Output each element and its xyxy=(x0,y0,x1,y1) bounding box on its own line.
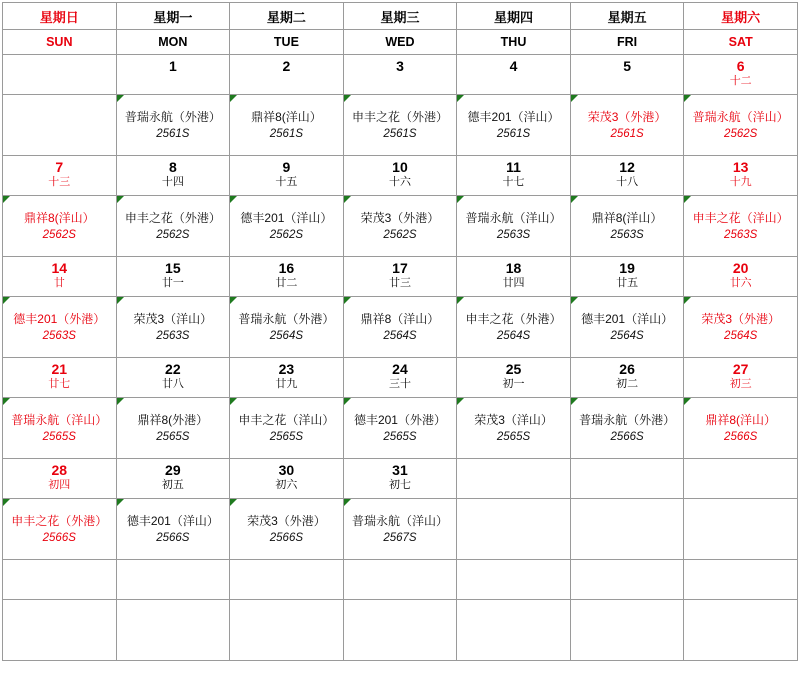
vessel-name: 普瑞永航（洋山） xyxy=(692,109,789,124)
day-cell[interactable] xyxy=(684,257,798,297)
lunar-date: 十八 xyxy=(616,176,639,188)
day-cell[interactable] xyxy=(343,459,457,499)
day-cell[interactable] xyxy=(457,560,571,600)
lunar-date: 十七 xyxy=(502,176,525,188)
voyage-code: 2567S xyxy=(383,531,417,544)
weekday-header-en-wed: WED xyxy=(343,30,457,55)
vessel-name: 德丰201（洋山） xyxy=(240,210,333,225)
vessel-name: 荣茂3（洋山） xyxy=(474,412,553,427)
event-cell[interactable] xyxy=(684,196,798,257)
day-cell[interactable] xyxy=(116,560,230,600)
lunar-date: 十四 xyxy=(161,176,184,188)
event-cell[interactable] xyxy=(457,398,571,459)
day-cell[interactable] xyxy=(3,358,117,398)
event-cell[interactable] xyxy=(343,196,457,257)
vessel-name: 鼎祥8(洋山） xyxy=(251,109,322,124)
event-row xyxy=(3,600,798,661)
event-cell[interactable] xyxy=(343,297,457,358)
vessel-name: 德丰201（洋山） xyxy=(581,311,674,326)
event-cell[interactable] xyxy=(457,95,571,156)
voyage-code: 2564S xyxy=(269,329,304,342)
event-cell[interactable] xyxy=(116,499,230,560)
event-cell[interactable] xyxy=(3,196,117,257)
day-cell[interactable] xyxy=(684,358,798,398)
day-cell[interactable] xyxy=(3,459,117,499)
event-row xyxy=(3,95,798,156)
day-number: 3 xyxy=(396,58,404,74)
voyage-code: 2561S xyxy=(610,127,644,140)
day-number: 20 xyxy=(732,260,749,276)
day-number: 5 xyxy=(623,58,631,74)
day-cell[interactable] xyxy=(230,257,344,297)
event-cell[interactable] xyxy=(3,95,117,156)
lunar-date: 廿一 xyxy=(161,277,184,289)
voyage-code: 2561S xyxy=(269,127,304,140)
event-cell[interactable] xyxy=(230,398,344,459)
day-cell[interactable] xyxy=(343,358,457,398)
day-number: 2 xyxy=(282,58,291,74)
voyage-code: 2566S xyxy=(156,531,190,544)
weekday-header-cn-row xyxy=(3,3,798,30)
lunar-date: 初三 xyxy=(729,378,752,390)
lunar-date: 廿三 xyxy=(388,277,411,289)
voyage-code: 2563S xyxy=(610,228,644,241)
vessel-name: 德丰201（外港） xyxy=(353,412,446,427)
lunar-date: 廿九 xyxy=(275,378,298,390)
day-number: 11 xyxy=(506,159,521,175)
day-number: 28 xyxy=(51,462,68,478)
event-row xyxy=(3,499,798,560)
date-row xyxy=(3,156,798,196)
voyage-code: 2562S xyxy=(383,228,417,241)
day-number: 17 xyxy=(392,260,408,276)
vessel-name: 鼎祥8(洋山） xyxy=(705,412,777,427)
date-row xyxy=(3,459,798,499)
voyage-code: 2566S xyxy=(610,430,644,443)
vessel-name: 鼎祥8(洋山） xyxy=(591,210,663,225)
event-cell[interactable] xyxy=(230,297,344,358)
day-number: 13 xyxy=(732,159,749,175)
weekday-header-cn-mon: 星期一 xyxy=(116,3,230,30)
day-cell[interactable] xyxy=(343,156,457,196)
day-cell[interactable] xyxy=(570,257,684,297)
voyage-code: 2562S xyxy=(269,228,304,241)
day-cell[interactable] xyxy=(3,257,117,297)
day-cell[interactable] xyxy=(343,560,457,600)
vessel-name: 荣茂3（洋山） xyxy=(133,311,213,326)
day-number: 9 xyxy=(282,159,291,175)
event-cell[interactable] xyxy=(230,600,344,661)
day-cell[interactable] xyxy=(230,459,344,499)
event-cell[interactable] xyxy=(343,499,457,560)
voyage-code: 2566S xyxy=(269,531,304,544)
day-number: 4 xyxy=(509,58,518,74)
day-cell[interactable] xyxy=(457,358,571,398)
event-cell[interactable] xyxy=(3,499,117,560)
day-cell[interactable] xyxy=(570,156,684,196)
voyage-code: 2566S xyxy=(42,531,76,544)
day-cell[interactable] xyxy=(684,55,798,95)
day-cell[interactable] xyxy=(3,560,117,600)
lunar-date: 廿六 xyxy=(729,277,752,289)
day-cell[interactable] xyxy=(343,257,457,297)
day-cell[interactable] xyxy=(116,358,230,398)
vessel-name: 申丰之花（外港） xyxy=(351,109,448,124)
event-cell[interactable] xyxy=(457,196,571,257)
vessel-name: 普瑞永航（洋山） xyxy=(351,513,448,528)
event-cell[interactable] xyxy=(230,95,344,156)
day-cell[interactable] xyxy=(457,459,571,499)
event-cell[interactable] xyxy=(684,297,798,358)
event-cell[interactable] xyxy=(116,600,230,661)
day-cell[interactable] xyxy=(230,55,344,95)
day-number: 8 xyxy=(168,159,177,175)
day-number: 22 xyxy=(165,361,181,377)
vessel-name: 鼎祥8(洋山） xyxy=(23,210,95,225)
event-row xyxy=(3,297,798,358)
voyage-code: 2564S xyxy=(724,329,758,342)
lunar-date: 廿八 xyxy=(161,378,184,390)
shipping-schedule-calendar xyxy=(2,2,798,661)
event-cell[interactable] xyxy=(570,95,684,156)
event-cell[interactable] xyxy=(3,600,117,661)
voyage-code: 2564S xyxy=(496,329,531,342)
day-cell[interactable] xyxy=(570,459,684,499)
date-row xyxy=(3,257,798,297)
date-row xyxy=(3,560,798,600)
day-cell[interactable] xyxy=(684,459,798,499)
day-number: 27 xyxy=(732,361,749,377)
weekday-header-cn-thu: 星期四 xyxy=(457,3,571,30)
vessel-name: 普瑞永航（外港） xyxy=(579,412,676,427)
vessel-name: 普瑞永航（洋山） xyxy=(465,210,562,225)
event-row xyxy=(3,196,798,257)
event-cell[interactable] xyxy=(230,499,344,560)
day-cell[interactable] xyxy=(3,55,117,95)
weekday-header-cn-sun: 星期日 xyxy=(3,3,117,30)
voyage-code: 2565S xyxy=(496,430,531,443)
voyage-code: 2563S xyxy=(724,228,758,241)
vessel-name: 荣茂3（外港） xyxy=(247,513,326,528)
voyage-code: 2561S xyxy=(383,127,417,140)
lunar-date: 十六 xyxy=(388,176,411,188)
lunar-date: 初七 xyxy=(388,479,411,491)
event-cell[interactable] xyxy=(116,398,230,459)
voyage-code: 2564S xyxy=(610,329,644,342)
vessel-name: 申丰之花（外港） xyxy=(11,513,108,528)
voyage-code: 2563S xyxy=(496,228,531,241)
day-number: 12 xyxy=(619,159,635,175)
event-cell[interactable] xyxy=(570,297,684,358)
day-number: 25 xyxy=(505,361,522,377)
day-cell[interactable] xyxy=(230,358,344,398)
event-cell[interactable] xyxy=(457,600,571,661)
lunar-date: 十二 xyxy=(729,75,752,87)
voyage-code: 2561S xyxy=(496,127,531,140)
day-number: 26 xyxy=(619,361,635,377)
event-cell[interactable] xyxy=(116,297,230,358)
event-cell[interactable] xyxy=(684,499,798,560)
day-cell[interactable] xyxy=(230,156,344,196)
lunar-date: 初四 xyxy=(48,479,71,491)
weekday-header-cn-sat: 星期六 xyxy=(684,3,798,30)
day-number: 18 xyxy=(505,260,522,276)
lunar-date: 廿 xyxy=(53,277,65,289)
event-cell[interactable] xyxy=(457,499,571,560)
event-cell[interactable] xyxy=(343,600,457,661)
event-cell[interactable] xyxy=(570,398,684,459)
day-cell[interactable] xyxy=(684,156,798,196)
date-row xyxy=(3,55,798,95)
vessel-name: 普瑞永航（外港） xyxy=(124,109,221,124)
day-number: 6 xyxy=(736,58,745,74)
lunar-date: 三十 xyxy=(388,378,411,390)
weekday-header-en-sun: SUN xyxy=(3,30,117,55)
day-cell[interactable] xyxy=(116,459,230,499)
voyage-code: 2565S xyxy=(269,430,304,443)
weekday-header-en-row xyxy=(3,30,798,55)
day-cell[interactable] xyxy=(343,55,457,95)
day-number: 15 xyxy=(165,260,181,276)
vessel-name: 荣茂3（外港） xyxy=(701,311,781,326)
day-cell[interactable] xyxy=(570,358,684,398)
lunar-date: 廿七 xyxy=(48,378,71,390)
voyage-code: 2564S xyxy=(383,329,417,342)
day-cell[interactable] xyxy=(3,156,117,196)
vessel-name: 德丰201（外港） xyxy=(13,311,106,326)
event-cell[interactable] xyxy=(570,600,684,661)
day-number: 16 xyxy=(278,260,295,276)
vessel-name: 荣茂3（外港） xyxy=(360,210,440,225)
vessel-name: 申丰之花（外港） xyxy=(124,210,221,225)
lunar-date: 十五 xyxy=(275,176,298,188)
voyage-code: 2563S xyxy=(42,329,76,342)
voyage-code: 2563S xyxy=(156,329,190,342)
voyage-code: 2565S xyxy=(156,430,190,443)
voyage-code: 2565S xyxy=(42,430,76,443)
vessel-name: 申丰之花（洋山） xyxy=(238,412,335,427)
event-cell[interactable] xyxy=(3,398,117,459)
day-number: 24 xyxy=(392,361,408,377)
day-number: 31 xyxy=(392,462,408,478)
weekday-header-en-tue: TUE xyxy=(230,30,344,55)
day-cell[interactable] xyxy=(116,257,230,297)
lunar-date: 初五 xyxy=(161,479,184,491)
event-cell[interactable] xyxy=(116,95,230,156)
vessel-name: 普瑞永航（外港） xyxy=(238,311,335,326)
voyage-code: 2561S xyxy=(156,127,190,140)
day-number: 10 xyxy=(392,159,408,175)
weekday-header-en-thu: THU xyxy=(457,30,571,55)
lunar-date: 廿四 xyxy=(502,277,525,289)
day-cell[interactable] xyxy=(116,55,230,95)
day-number: 21 xyxy=(51,361,68,377)
vessel-name: 鼎祥8(外港） xyxy=(137,412,209,427)
vessel-name: 荣茂3（外港） xyxy=(587,109,667,124)
event-cell[interactable] xyxy=(457,297,571,358)
voyage-code: 2565S xyxy=(383,430,417,443)
lunar-date: 十三 xyxy=(48,176,71,188)
day-number: 30 xyxy=(278,462,295,478)
day-number: 19 xyxy=(619,260,635,276)
vessel-name: 普瑞永航（洋山） xyxy=(11,412,108,427)
day-cell[interactable] xyxy=(116,156,230,196)
lunar-date: 初二 xyxy=(616,378,639,390)
event-cell[interactable] xyxy=(343,398,457,459)
day-cell[interactable] xyxy=(230,560,344,600)
day-cell[interactable] xyxy=(457,156,571,196)
day-cell[interactable] xyxy=(684,560,798,600)
lunar-date: 十九 xyxy=(729,176,752,188)
weekday-header-cn-wed: 星期三 xyxy=(343,3,457,30)
weekday-header-en-mon: MON xyxy=(116,30,230,55)
event-row xyxy=(3,398,798,459)
lunar-date: 廿五 xyxy=(616,277,639,289)
vessel-name: 鼎祥8（洋山） xyxy=(360,311,440,326)
weekday-header-cn-fri: 星期五 xyxy=(570,3,684,30)
lunar-date: 初一 xyxy=(502,378,525,390)
lunar-date: 廿二 xyxy=(275,277,298,289)
weekday-header-en-fri: FRI xyxy=(570,30,684,55)
vessel-name: 申丰之花（洋山） xyxy=(692,210,789,225)
day-number: 23 xyxy=(278,361,295,377)
date-row xyxy=(3,358,798,398)
vessel-name: 德丰201（洋山） xyxy=(467,109,560,124)
event-cell[interactable] xyxy=(230,196,344,257)
day-number: 29 xyxy=(165,462,181,478)
voyage-code: 2562S xyxy=(42,228,76,241)
event-cell[interactable] xyxy=(684,95,798,156)
lunar-date: 初六 xyxy=(275,479,298,491)
event-cell[interactable] xyxy=(684,398,798,459)
event-cell[interactable] xyxy=(570,196,684,257)
day-number: 14 xyxy=(51,260,68,276)
event-cell[interactable] xyxy=(570,499,684,560)
day-cell[interactable] xyxy=(570,560,684,600)
event-cell[interactable] xyxy=(684,600,798,661)
voyage-code: 2562S xyxy=(156,228,190,241)
voyage-code: 2562S xyxy=(724,127,758,140)
vessel-name: 申丰之花（外港） xyxy=(465,311,562,326)
weekday-header-cn-tue: 星期二 xyxy=(230,3,344,30)
day-number: 1 xyxy=(168,58,177,74)
event-cell[interactable] xyxy=(116,196,230,257)
vessel-name: 德丰201（洋山） xyxy=(126,513,219,528)
day-cell[interactable] xyxy=(457,257,571,297)
event-cell[interactable] xyxy=(343,95,457,156)
weekday-header-en-sat: SAT xyxy=(684,30,798,55)
voyage-code: 2566S xyxy=(724,430,758,443)
event-cell[interactable] xyxy=(3,297,117,358)
day-cell[interactable] xyxy=(457,55,571,95)
day-number: 7 xyxy=(55,159,64,175)
day-cell[interactable] xyxy=(570,55,684,95)
